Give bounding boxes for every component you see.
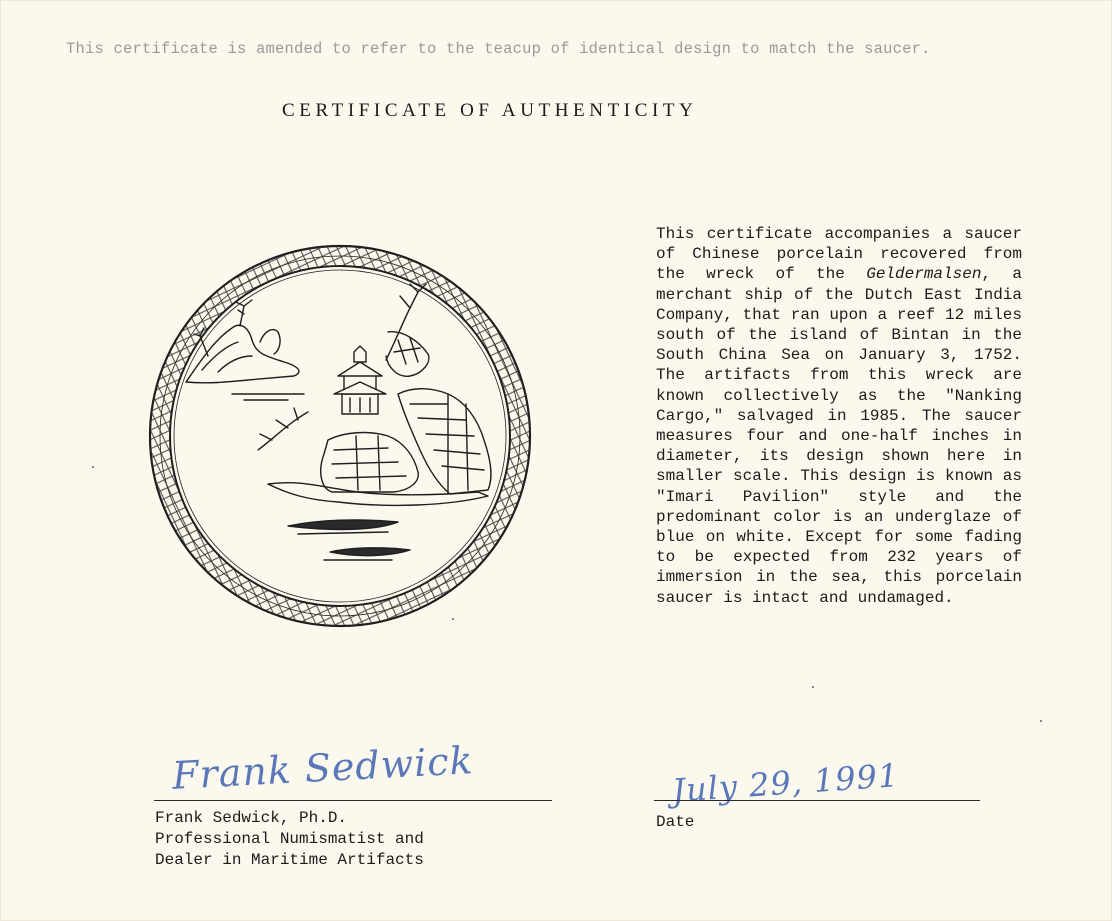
paper-speck bbox=[812, 686, 814, 688]
date-line bbox=[654, 800, 980, 801]
paper-speck bbox=[92, 466, 94, 468]
amendment-note: This certificate is amended to refer to the teacup of identical design to match the saucer. bbox=[66, 40, 931, 58]
certificate-body bbox=[656, 224, 1022, 608]
ship-name: Geldermalsen bbox=[866, 265, 982, 284]
signer-title-line-2: Dealer in Maritime Artifacts bbox=[155, 851, 424, 869]
handwritten-date: July 29, 1991 bbox=[670, 756, 901, 810]
body-part-2: , a merchant ship of the Dutch East India Company, that ran upon a reef 12 miles south of the island of Bintan in the South China Sea on January 3, 1752. The artifacts from this wreck are known collectively as the "Nanking Cargo," salvaged in 1985. The saucer measures four and one-half inches in diameter, its design shown here in smaller scale. This design is known as "Imari Pavilion" style and the predominant color is an underglaze of blue on white. Except for some fading to be expected from 232 years of immersion in the sea, this porcelain saucer is intact and undamaged. bbox=[656, 265, 1022, 607]
saucer-illustration bbox=[148, 244, 532, 628]
date-label: Date bbox=[656, 813, 695, 831]
certificate-title: CERTIFICATE OF AUTHENTICITY bbox=[282, 100, 698, 121]
paper-speck bbox=[1040, 720, 1042, 722]
body-part-1: This certificate accompanies a saucer of Chinese porcelain recovered from the wreck of the bbox=[656, 225, 1022, 284]
handwritten-signature: Frank Sedwick bbox=[171, 738, 475, 798]
paper-speck bbox=[452, 618, 454, 620]
signer-block bbox=[155, 808, 424, 871]
signer-name: Frank Sedwick, Ph.D. bbox=[155, 809, 348, 827]
signature-line bbox=[154, 800, 552, 801]
signer-title-line-1: Professional Numismatist and bbox=[155, 830, 424, 848]
